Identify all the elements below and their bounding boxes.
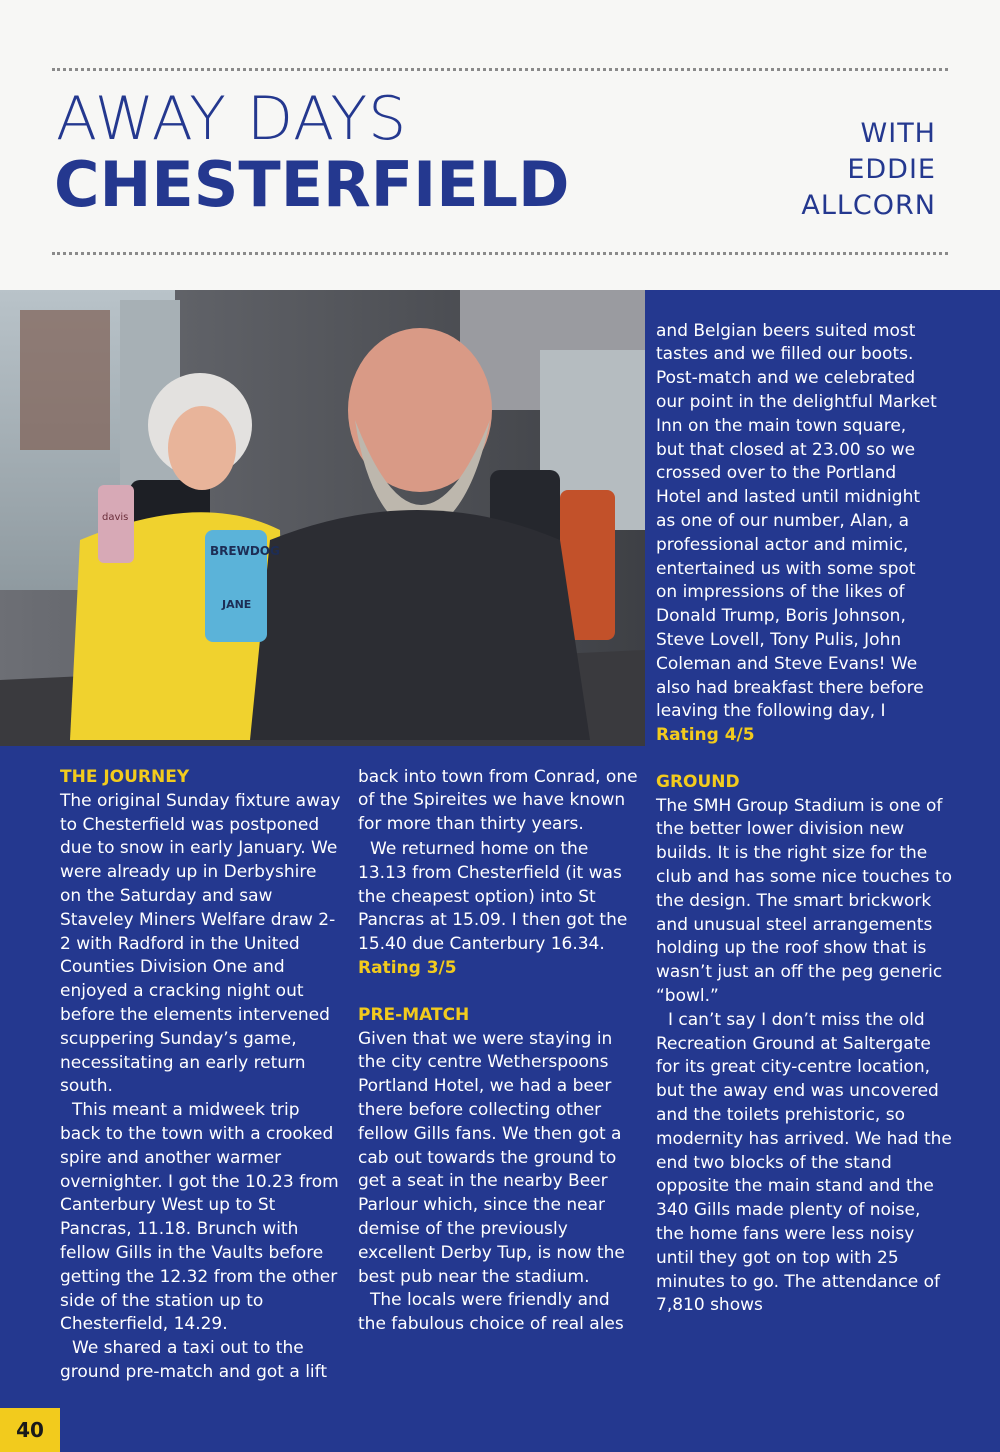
- journey-paragraph-4: We returned home on the 13.13 from Chesterfield (it was the cheapest option) into St Pancras at 15.09. I then got the 15.40 due Canterbury 16.34.: [358, 839, 628, 955]
- svg-text:JANE: JANE: [222, 598, 252, 611]
- journey-paragraph-3-continued: back into town from Conrad, one of the Spireites we have known for more than thirty years.: [358, 766, 638, 835]
- journey-heading: THE JOURNEY: [60, 767, 190, 787]
- journey-paragraph-2: This meant a midweek trip back to the town with a crooked spire and another warmer overnighter. I got the 10.23 from Canterbury West up to St Pancras, 11.18. Brunch with fellow Gills in the Vaults before getting the 12.32 from the other side of the station up to Chesterfield, 14.29.: [60, 1100, 339, 1335]
- journey-paragraph-1: The original Sunday fixture away to Chesterfield was postponed due to snow in early January. We were already up in Derbyshire on the Saturday and saw Staveley Miners Welfare draw 2-2 with Radford in the United Counties Division One and enjoyed a cracking night out before the elements intervened scuppering Sunday’s game, necessitating an early return south.: [60, 790, 341, 1097]
- train-photo: [0, 290, 645, 746]
- ground-paragraph-1: The SMH Group Stadium is one of the better lower division new builds. It is the right size for the club and has some nice touches to the design. The smart brickwork and unusual steel arrangements holding up the roof show that is wasn’t just an off the peg generic “bowl.”: [656, 795, 953, 1006]
- journey-rating: Rating 3/5: [358, 957, 457, 978]
- title-line-2: CHESTERFIELD: [54, 148, 570, 221]
- ground-heading: GROUND: [656, 771, 740, 792]
- ground-paragraph-2: I can’t say I don’t miss the old Recreation Ground at Saltergate for its great city-centre location, but the away end was uncovered and the toilets prehistoric, so modernity has arrived. We had the end two blocks of the stand opposite the main stand and the 340 Gills made plenty of noise, the home fans were less noisy until they got on top with 25 minutes to go. The attendance of 7,810 shows: [656, 1009, 952, 1316]
- train-photo-illustration: [0, 290, 645, 746]
- top-dotted-rule: [52, 68, 948, 71]
- article-header: [0, 0, 1000, 290]
- prematch-paragraph-2: The locals were friendly and the fabulous choice of real ales: [358, 1290, 624, 1335]
- prematch-paragraph-2-continued: and Belgian beers suited most tastes and we filled our boots. Post-match and we celebrated our point in the delightful Market Inn on the main town square, but that closed at 23.00 so we crossed over to the Portland Hotel and lasted until midnight as one of our number, Alan, a professional actor and mimic, entertained us with some spot on impressions of the likes of Donald Trump, Boris Johnson, Steve Lovell, Tony Pulis, John Coleman and Steve Evans! We also had breakfast there before leaving the following day, I: [656, 320, 937, 722]
- bottom-dotted-rule: [52, 252, 948, 255]
- title-line-1: AWAY DAYS: [56, 84, 408, 154]
- prematch-heading: PRE-MATCH: [358, 1004, 470, 1025]
- byline-line-3: ALLCORN: [801, 190, 936, 221]
- prematch-rating: Rating 4/5: [656, 725, 755, 745]
- page-number: 40: [0, 1408, 60, 1452]
- prematch-paragraph-1: Given that we were staying in the city centre Wetherspoons Portland Hotel, we had a beer there before collecting other fellow Gills fans. We then got a cab out towards the ground to get a seat in the nearby Beer Parlour which, since the near demise of the previously excellent Derby Tup, is now the best pub near the stadium.: [358, 1028, 625, 1287]
- byline: [801, 116, 936, 224]
- drink-can-left: [98, 485, 134, 563]
- byline-line-2: EDDIE: [847, 154, 936, 185]
- column-2: [358, 766, 640, 1337]
- column-3-flow: [656, 320, 952, 1318]
- svg-text:BREWDOG: BREWDOG: [210, 544, 280, 558]
- journey-paragraph-3: We shared a taxi out to the ground pre-match and got a lift: [60, 1338, 327, 1382]
- byline-line-1: WITH: [860, 118, 936, 149]
- svg-text:davis: davis: [102, 512, 129, 523]
- column-1: [60, 766, 342, 1385]
